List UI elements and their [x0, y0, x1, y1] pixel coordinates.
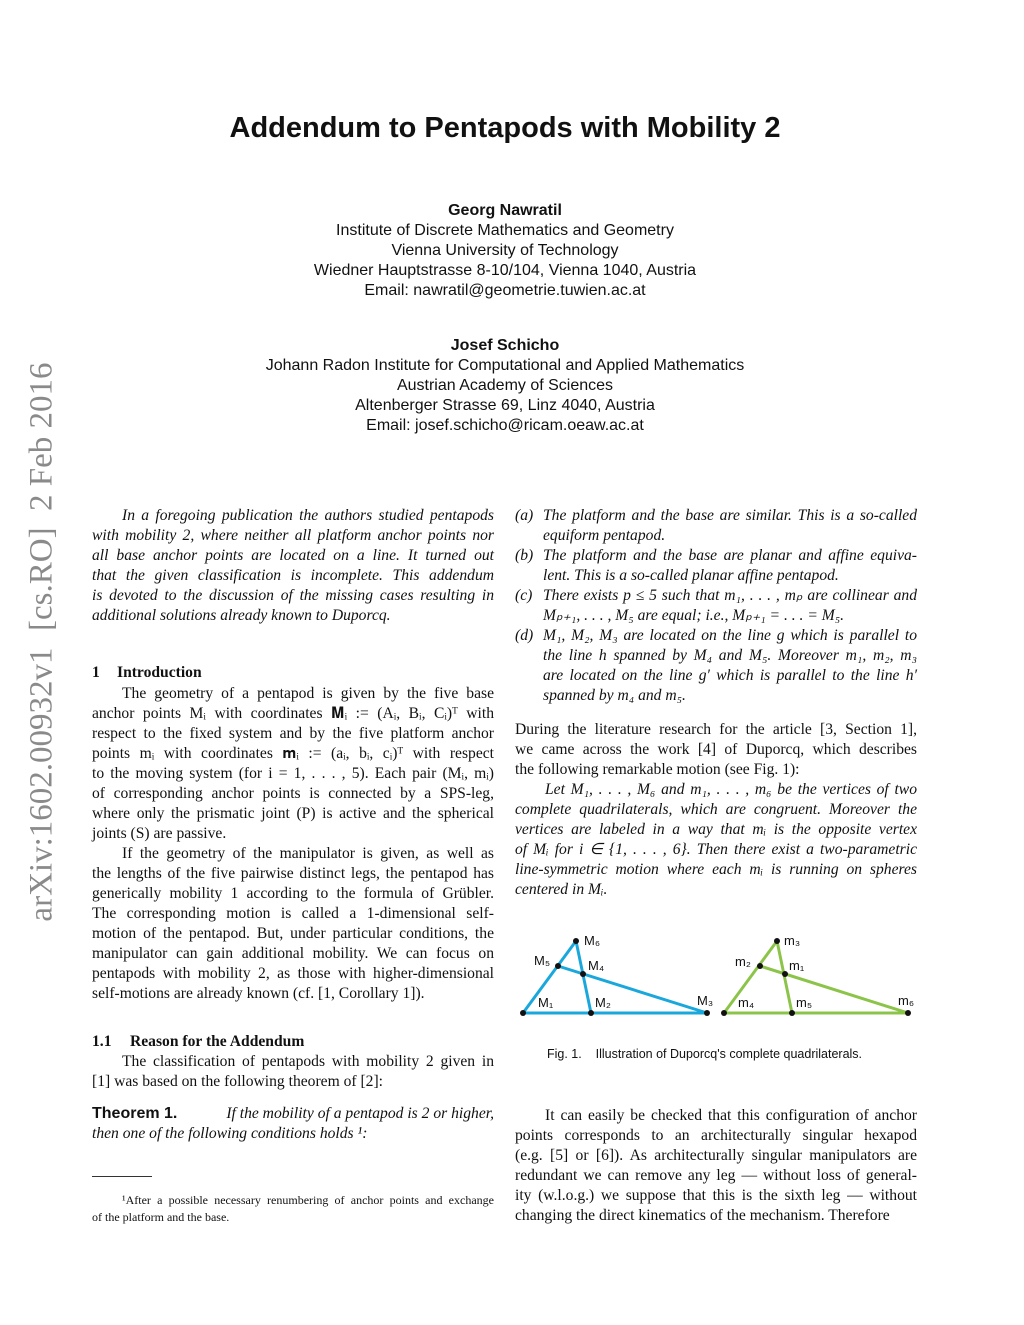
label-M1: M₁: [538, 995, 554, 1010]
text-line: the lengths of the five pairwise distinct legs, the pentapod has: [92, 865, 494, 882]
arxiv-stamp: arXiv:1602.00932v1 [cs.RO] 2 Feb 2016: [23, 362, 60, 922]
text-line: The geometry of a pentapod is given by the five base: [122, 685, 494, 702]
text-line: Altenberger Strasse 69, Linz 4040, Austria: [355, 397, 655, 414]
label-M2: M₂: [595, 995, 611, 1010]
text-line: is devoted to the discussion of the missing cases resulting in: [92, 587, 494, 604]
text-line: anchor points Mᵢ with coordinates 𝐌ᵢ := (Aᵢ, Bᵢ, Cᵢ)ᵀ with: [92, 705, 494, 722]
text-line: the following remarkable motion (see Fig. 1):: [515, 761, 800, 778]
section-number: 1: [92, 664, 100, 681]
label-M4: M₄: [588, 958, 605, 973]
label-m6: m₆: [898, 993, 915, 1008]
label-m1: m₁: [789, 958, 805, 973]
text-line: [1] was based on the following theorem of [2]:: [92, 1073, 384, 1090]
text-line: generically mobility 1 according to the formula of Grübler.: [92, 885, 494, 902]
paper-title: Addendum to Pentapods with Mobility 2: [229, 112, 781, 144]
point-M1: [520, 1010, 526, 1016]
text-line: motion of the pentapod. But, under particular conditions, the: [92, 925, 494, 942]
text-line: (e.g. [5] or [6]). As architecturally singular manipulators are: [515, 1147, 917, 1164]
section-title: Introduction: [117, 664, 202, 681]
text-line: lent. This is a so-called planar affine pentapod.: [543, 567, 839, 584]
point-M6: [573, 938, 579, 944]
text-line: complete quadrilaterals, which are congruent. Moreover the: [515, 801, 917, 818]
text-line: Mₚ₊₁, . . . , M₅ are equal; i.e., Mₚ₊₁ = . . . = M₅.: [543, 607, 845, 624]
theorem-text: If the mobility of a pentapod is 2 or higher,: [226, 1105, 494, 1122]
text-line: pentapods with mobility 2, as those with higher-dimensional: [92, 965, 494, 982]
section-title: Reason for the Addendum: [130, 1033, 305, 1050]
text-line: The corresponding motion is called a 1-dimensional self-: [92, 905, 494, 922]
text-line: Institute of Discrete Mathematics and Geometry: [336, 222, 674, 239]
condition-label: (d): [515, 627, 534, 644]
text-line: It can easily be checked that this configuration of anchor: [545, 1107, 917, 1124]
text-line: that the given classification is incomplete. This addendum: [92, 567, 494, 584]
label-m3: m₃: [784, 933, 801, 948]
text-line: additional solutions already known to Duporcq.: [92, 607, 391, 624]
text-line: line-symmetric motion where each mᵢ is running on spheres: [515, 861, 917, 878]
text-line: respect to the fixed system and by the five platform anchor: [92, 725, 494, 742]
point-M3: [704, 1010, 710, 1016]
text-line: If the geometry of the manipulator is given, as well as: [122, 845, 494, 862]
text-line: we came across the work [4] of Duporcq, which describes: [515, 741, 917, 758]
text-line: In a foregoing publication the authors studied pentapods: [122, 507, 494, 524]
text-line: with mobility 2, where neither all platform anchor points nor: [92, 527, 494, 544]
text-line: vertices are labeled in a way that mᵢ is the opposite vertex: [515, 821, 917, 838]
point-m2: [757, 963, 763, 969]
point-m3: [774, 938, 780, 944]
condition-label: (a): [515, 507, 534, 524]
text-line: self-motions are already known (cf. [1, Corollary 1]).: [92, 985, 425, 1002]
point-m4: [721, 1010, 727, 1016]
section-number: 1.1: [92, 1033, 112, 1050]
text-line: ity (w.l.o.g.) we suppose that this is the sixth leg — without: [515, 1187, 917, 1204]
text-line: Austrian Academy of Sciences: [396, 377, 614, 394]
point-m6: [905, 1010, 911, 1016]
text-line: the line h spanned by M₄ and M₅. Moreover m₁, m₂, m₃: [543, 647, 917, 664]
text-line: ¹After a possible necessary renumbering of anchor points and exchange: [122, 1193, 494, 1207]
text-line: The platform and the base are planar and affine equiva-: [543, 547, 917, 564]
text-line: redundant we can remove any leg — without loss of general-: [515, 1167, 917, 1184]
text-line: Wiedner Hauptstrasse 8-10/104, Vienna 1040, Austria: [313, 262, 697, 279]
label-M6: M₆: [584, 933, 601, 948]
text-line: The platform and the base are similar. This is a so-called: [543, 507, 917, 524]
author-name: Georg Nawratil: [448, 202, 562, 219]
point-m5: [789, 1010, 795, 1016]
text-line: manipulator can gain additional mobility. We can focus on: [92, 945, 494, 962]
text-line: equiform pentapod.: [543, 527, 666, 544]
figure-caption: Fig. 1. Illustration of Duporcq's complete quadrilaterals.: [547, 1047, 863, 1061]
theorem-text: then one of the following conditions holds ¹:: [92, 1125, 368, 1142]
label-m5: m₅: [796, 995, 813, 1010]
text-line: centered in Mᵢ.: [515, 881, 608, 898]
text-line: all base anchor points are located on a line. It turned out: [92, 547, 494, 564]
point-M5: [555, 963, 561, 969]
point-M4: [580, 971, 586, 977]
label-M5: M₅: [534, 953, 551, 968]
text-line: M₁, M₂, M₃ are located on the line g which is parallel to: [543, 627, 917, 644]
label-m2: m₂: [735, 954, 751, 969]
point-M2: [588, 1010, 594, 1016]
text-line: of Mᵢ for i ∈ {1, . . . , 6}. Then there exist a two-parametric: [515, 841, 917, 858]
text-line: changing the direct kinematics of the mechanism. Therefore: [515, 1207, 890, 1224]
final-paragraph: [515, 1106, 917, 1226]
text-line: where only the prismatic joint (P) is active and the spherical: [92, 805, 494, 822]
text-line: are located on the line g′ which is parallel to the line h′: [543, 667, 917, 684]
text-line: During the literature research for the article [3, Section 1],: [515, 721, 917, 738]
text-line: points corresponds to an architecturally singular hexapod: [515, 1127, 917, 1144]
text-line: Vienna University of Technology: [391, 242, 619, 259]
text-line: of the platform and the base.: [92, 1210, 230, 1224]
theorem-label: Theorem 1.: [92, 1105, 178, 1122]
condition-label: (b): [515, 547, 534, 564]
author-name: Josef Schicho: [450, 337, 560, 354]
label-M3: M₃: [697, 993, 714, 1008]
text-line: The classification of pentapods with mobility 2 given in: [122, 1053, 494, 1070]
text-line: spanned by m₄ and m₅.: [543, 687, 686, 704]
text-line: Johann Radon Institute for Computational and Applied Mathematics: [265, 357, 745, 374]
text-line: Email: josef.schicho@ricam.oeaw.ac.at: [366, 417, 644, 434]
text-line: to the moving system (for i = 1, . . . , 5). Each pair (Mᵢ, mᵢ): [92, 765, 494, 782]
text-line: points mᵢ with coordinates 𝐦ᵢ := (aᵢ, bᵢ, cᵢ)ᵀ with respect: [92, 745, 494, 762]
label-m4: m₄: [738, 995, 755, 1010]
condition-label: (c): [515, 587, 533, 604]
text-line: joints (S) are passive.: [92, 825, 227, 842]
point-m1: [782, 971, 788, 977]
text-line: There exists p ≤ 5 such that m₁, . . . , mₚ are collinear and: [543, 587, 917, 604]
text-line: Let M₁, . . . , M₆ and m₁, . . . , m₆ be the vertices of two: [545, 781, 917, 798]
text-line: of corresponding anchor points is connected by a SPS-leg,: [92, 785, 494, 802]
text-line: Email: nawratil@geometrie.tuwien.ac.at: [364, 282, 646, 299]
